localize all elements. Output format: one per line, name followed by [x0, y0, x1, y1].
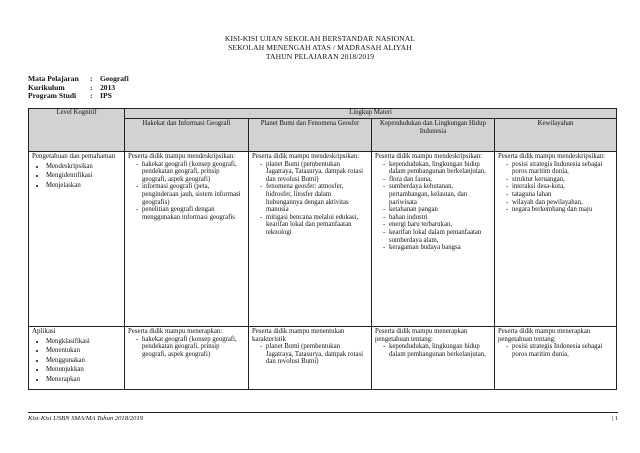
list-item: - fenomena geosfer: atmosfer, hidrosfer, litosfer dalam hubungannya dengan aktivitas manusia [260, 183, 368, 213]
list-item: - planet Bumi (pembentukan Jagatraya, Tatasurya, dampak rotasi dan revolusi Bumi) [260, 343, 368, 366]
list-item: • Menerapkan [46, 376, 121, 384]
list-item: • Menjelaskan [46, 182, 121, 190]
meta-label: Mata Pelajaran [28, 74, 79, 83]
lingkup-materi-header: Lingkup Materi [125, 109, 617, 119]
cell-list [128, 161, 245, 222]
column-header: Kependudukan dan Lingkungan Hidup Indonesia [372, 119, 495, 152]
meta-block [28, 75, 129, 101]
list-item: • Mengidentifikasi [46, 172, 121, 180]
cell-intro: Peserta didik mampu menerapkan pengetahuan tentang: [498, 328, 591, 343]
cell-intro: Peserta didik mampu menentukan karakteristik [252, 328, 345, 343]
meta-value: IPS [100, 91, 112, 101]
list-item: - tataguna lahan [506, 191, 613, 199]
content-cell [125, 152, 249, 327]
list-item: - negara berkembang dan maju [506, 206, 613, 214]
meta-label: Kurikulum [28, 82, 65, 92]
list-item: - bahan industri [383, 214, 491, 222]
meta-row-program [28, 92, 129, 101]
column-header: Planet Bumi dan Fenomena Geosfer [249, 119, 372, 152]
level-cell [29, 327, 125, 390]
level-title: Aplikasi [32, 327, 56, 335]
content-cell [249, 152, 372, 327]
cell-list [375, 161, 491, 252]
meta-value: 2013 [100, 82, 116, 92]
meta-sep: : [90, 91, 93, 101]
cell-list [252, 343, 368, 366]
list-item: - keragaman budaya bangsa [383, 244, 491, 252]
cell-intro: Peserta didik mampu mendeskripsikan: [128, 153, 236, 160]
column-header: Hakekat dan Informasi Geografi [125, 119, 249, 152]
list-item: - posisi strategis Indonesia sebagai poros maritim dunia, [506, 343, 613, 358]
list-item: - kependudukan, lingkungan hidup dalam pembangunan berkelanjutan, [383, 161, 491, 176]
list-item: - kependudukan, lingkungan hidup dalam pembangunan berkelanjutan, [383, 343, 491, 358]
content-cell [249, 327, 372, 390]
cell-intro: Peserta didik mampu menerapkan: [128, 328, 223, 335]
level-title: Pengetahuan dan pemahaman [32, 152, 116, 160]
content-cell [125, 327, 249, 390]
list-item: - energi baru terbarukan, [383, 221, 491, 229]
page-number: | 1 [611, 415, 618, 422]
list-item: - hakekat geografi (konsep geografi, pendekatan geografi, prinsip geografi, aspek geografi) [136, 336, 245, 359]
list-item: - flora dan fauna, [383, 176, 491, 184]
table-row [29, 152, 617, 327]
content-cell [495, 327, 617, 390]
list-item: • Menunjukkan [46, 366, 121, 374]
list-item: • Mendeskripsikan [46, 163, 121, 171]
list-item: - sumberdaya kehutanan, pertambangan, kelautan, dan pariwisata [383, 183, 491, 206]
cell-intro: Peserta didik mampu mendeskripsikan: [375, 153, 483, 160]
table-row [29, 327, 617, 390]
cell-list [498, 343, 613, 358]
list-item: - interaksi desa-kota, [506, 183, 613, 191]
list-item: - wilayah dan pewilayahan, [506, 199, 613, 207]
cell-intro: Peserta didik mampu mendeskripsikan: [498, 153, 606, 160]
content-cell [495, 152, 617, 327]
meta-sep: : [90, 74, 93, 83]
kisi-table [28, 108, 617, 390]
list-item: - penelitian geografi dengan menggunakan informasi geografis [136, 206, 245, 221]
cell-intro: Peserta didik mampu menerapkan pengetahuan tentang: [375, 328, 468, 343]
meta-label: Program Studi [28, 91, 77, 101]
cell-intro: Peserta didik mampu mendeskripsikan: [252, 153, 360, 160]
cell-list [375, 343, 491, 358]
meta-sep: : [90, 82, 93, 92]
list-item: - ketahanan pangan [383, 206, 491, 214]
level-cell [29, 152, 125, 327]
footer-title: Kisi-Kisi USBN SMA/MA Tahun 2018/2019 [28, 415, 144, 422]
cell-list [252, 161, 368, 237]
list-item: - struktur keruangan, [506, 176, 613, 184]
list-item: - mitigasi bencana melalui edukasi, kearifan lokal dan pemanfaatan teknologi [260, 214, 368, 237]
page-footer [28, 412, 618, 422]
list-item: - hakekat geografi (konsep geografi, pendekatan geografi, prinsip geografi, aspek geografi) [136, 161, 245, 184]
doc-title-line-3: TAHUN PELAJARAN 2018/2019 [265, 52, 375, 61]
list-item: • Mengklasifikasi [46, 338, 121, 346]
cell-list [128, 336, 245, 359]
level-kognitif-header: Level Kognitif [29, 109, 125, 152]
list-item: - planet Bumi (pembentukan Jagatraya, Tatasurya, dampak rotasi dan revolusi Bumi) [260, 161, 368, 184]
cell-list [498, 161, 613, 214]
list-item: • Menggunakan [46, 357, 121, 365]
doc-title-line-2: SEKOLAH MENENGAH ATAS / MADRASAH ALIYAH [228, 43, 412, 52]
list-item: - kearifan lokal dalam pemanfaatan sumberdaya alam, [383, 229, 491, 244]
doc-title-line-1: KISI-KISI UJIAN SEKOLAH BERSTANDAR NASIONAL [224, 34, 416, 43]
level-list [32, 338, 121, 384]
list-item: • Menentukan [46, 347, 121, 355]
list-item: - posisi strategis Indonesia sebagai poros maritim dunia, [506, 161, 613, 176]
level-list [32, 163, 121, 190]
content-cell [372, 152, 495, 327]
column-header: Kewilayahan [495, 119, 617, 152]
meta-value: Geografi [100, 74, 129, 83]
list-item: - informasi geografi (peta, penginderaan jauh, sistem informasi geografis) [136, 183, 245, 206]
content-cell [372, 327, 495, 390]
